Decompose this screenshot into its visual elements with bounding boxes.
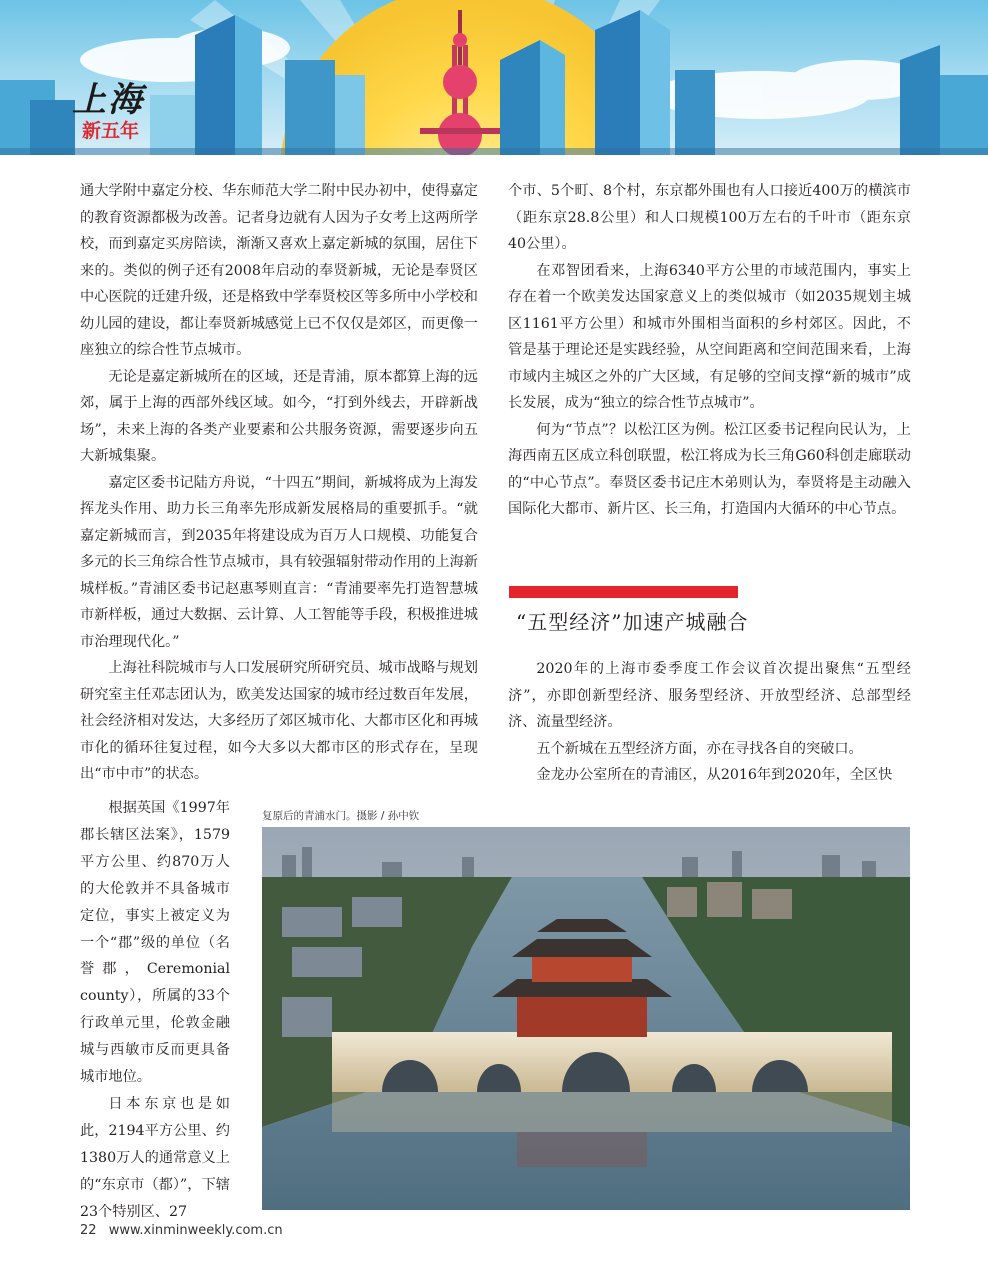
logo-title: 上海 <box>72 80 144 120</box>
paragraph: 五个新城在五型经济方面，亦在寻找各自的突破口。 <box>536 740 863 757</box>
left-column <box>80 178 478 788</box>
paragraph: 无论是嘉定新城所在的区域，还是青浦，原本都算上海的远郊，属于上海的西部外线区域。如今，“打到外线去，开辟新战场”，未来上海的各类产业要素和公共服务资源，需要逐步向五大新城集聚。 <box>80 368 478 464</box>
page-number: 22 <box>80 1223 97 1238</box>
section-body <box>508 656 911 789</box>
paragraph: 上海社科院城市与人口发展研究所研究员、城市战略与规划研究室主任邓志团认为，欧美发达国家的城市经过数百年发展，社会经济相对发达，大多经历了郊区城市化、大都市区化和再城市化的循环往复过程，如今大多以大都市区的形式存在，呈现出“市中市”的状态。 <box>80 660 478 782</box>
paragraph: 根据英国《1997年郡长辖区法案》，1579平方公里、约870万人的大伦敦并不具备城市定位，事实上被定义为一个“郡”级的单位（名誉郡，Ceremonial county），所属的33个行政单元里，伦敦金融城与西敏市反而更具备城市地位。 <box>80 800 230 1086</box>
paragraph: 嘉定区委书记陆方舟说，“十四五”期间，新城将成为上海发挥龙头作用、助力长三角率先形成新发展格局的重要抓手。“就嘉定新城而言，到2035年将建设成为百万人口规模、功能复合多元的长三角综合性节点城市，具有较强辐射带动作用的上海新城样板。”青浦区委书记赵惠琴则直言：“青浦要率先打造智慧城市新样板，通过大数据、云计算、人工智能等手段，积极推进城市治理现代化。” <box>80 474 478 650</box>
header-banner <box>0 0 988 155</box>
paragraph: 通大学附中嘉定分校、华东师范大学二附中民办初中，使得嘉定的教育资源都极为改善。记者身边就有人因为子女考上这两所学校，而到嘉定买房陪读，渐渐又喜欢上嘉定新城的氛围，居住下来的。类似的例子还有2008年启动的奉贤新城，无论是奉贤区中心医院的迁建升级，还是格致中学奉贤校区等多所中小学校和幼儿园的建设，都让奉贤新城感觉上已不仅仅是郊区，而更像一座独立的综合性节点城市。 <box>80 183 478 358</box>
paragraph: 金龙办公室所在的青浦区，从2016年到2020年，全区快 <box>536 767 893 783</box>
paragraph: 日本东京也是如此，2194平方公里、约1380万人的通常意义上的“东京市（都）”，下辖23个特别区、27 <box>80 1095 230 1220</box>
section-title: “五型经济”加速产城融合 <box>516 610 749 634</box>
photo-qingpu-water-gate <box>262 827 910 1210</box>
column-logo <box>72 72 144 142</box>
paragraph: 在邓智团看来，上海6340平方公里的市域范围内，事实上存在着一个欧美发达国家意义上的类似城市（如2035规划主城区1161平方公里）和城市外围相当面积的乡村郊区。因此，不管是基于理论还是实践经验，从空间距离和空间范围来看，上海市域内主城区之外的广大区域，有足够的空间支撑“新的城市”成长发展，成为“独立的综合性节点城市”。 <box>508 262 911 411</box>
website-url: www.xinminweekly.com.cn <box>108 1223 283 1238</box>
paragraph: 何为“节点”？以松江区为例。松江区委书记程向民认为，上海西南五区成立科创联盟，松江将成为长三角G60科创走廊联动的“中心节点”。奉贤区委书记庄木弟则认为，奉贤将是主动融入国际化大都市、新片区、长三角，打造国内大循环的中心节点。 <box>508 421 911 517</box>
section-accent-bar <box>509 586 738 598</box>
narrow-column <box>80 795 230 1226</box>
paragraph: 个市、5个町、8个村，东京都外围也有人口接近400万的横滨市（距东京28.8公里）和人口规模100万左右的千叶市（距东京40公里）。 <box>508 183 911 252</box>
logo-subtitle: 新五年 <box>82 120 140 142</box>
skyline-illustration <box>0 0 988 155</box>
photo-illustration <box>262 827 910 1210</box>
page-footer <box>80 1223 283 1238</box>
paragraph: 2020年的上海市委季度工作会议首次提出聚焦“五型经济”，亦即创新型经济、服务型经济、开放型经济、总部型经济、流量型经济。 <box>508 661 911 730</box>
photo-caption: 复原后的青浦水门。摄影 / 孙中钦 <box>262 810 420 822</box>
right-column <box>508 178 911 523</box>
